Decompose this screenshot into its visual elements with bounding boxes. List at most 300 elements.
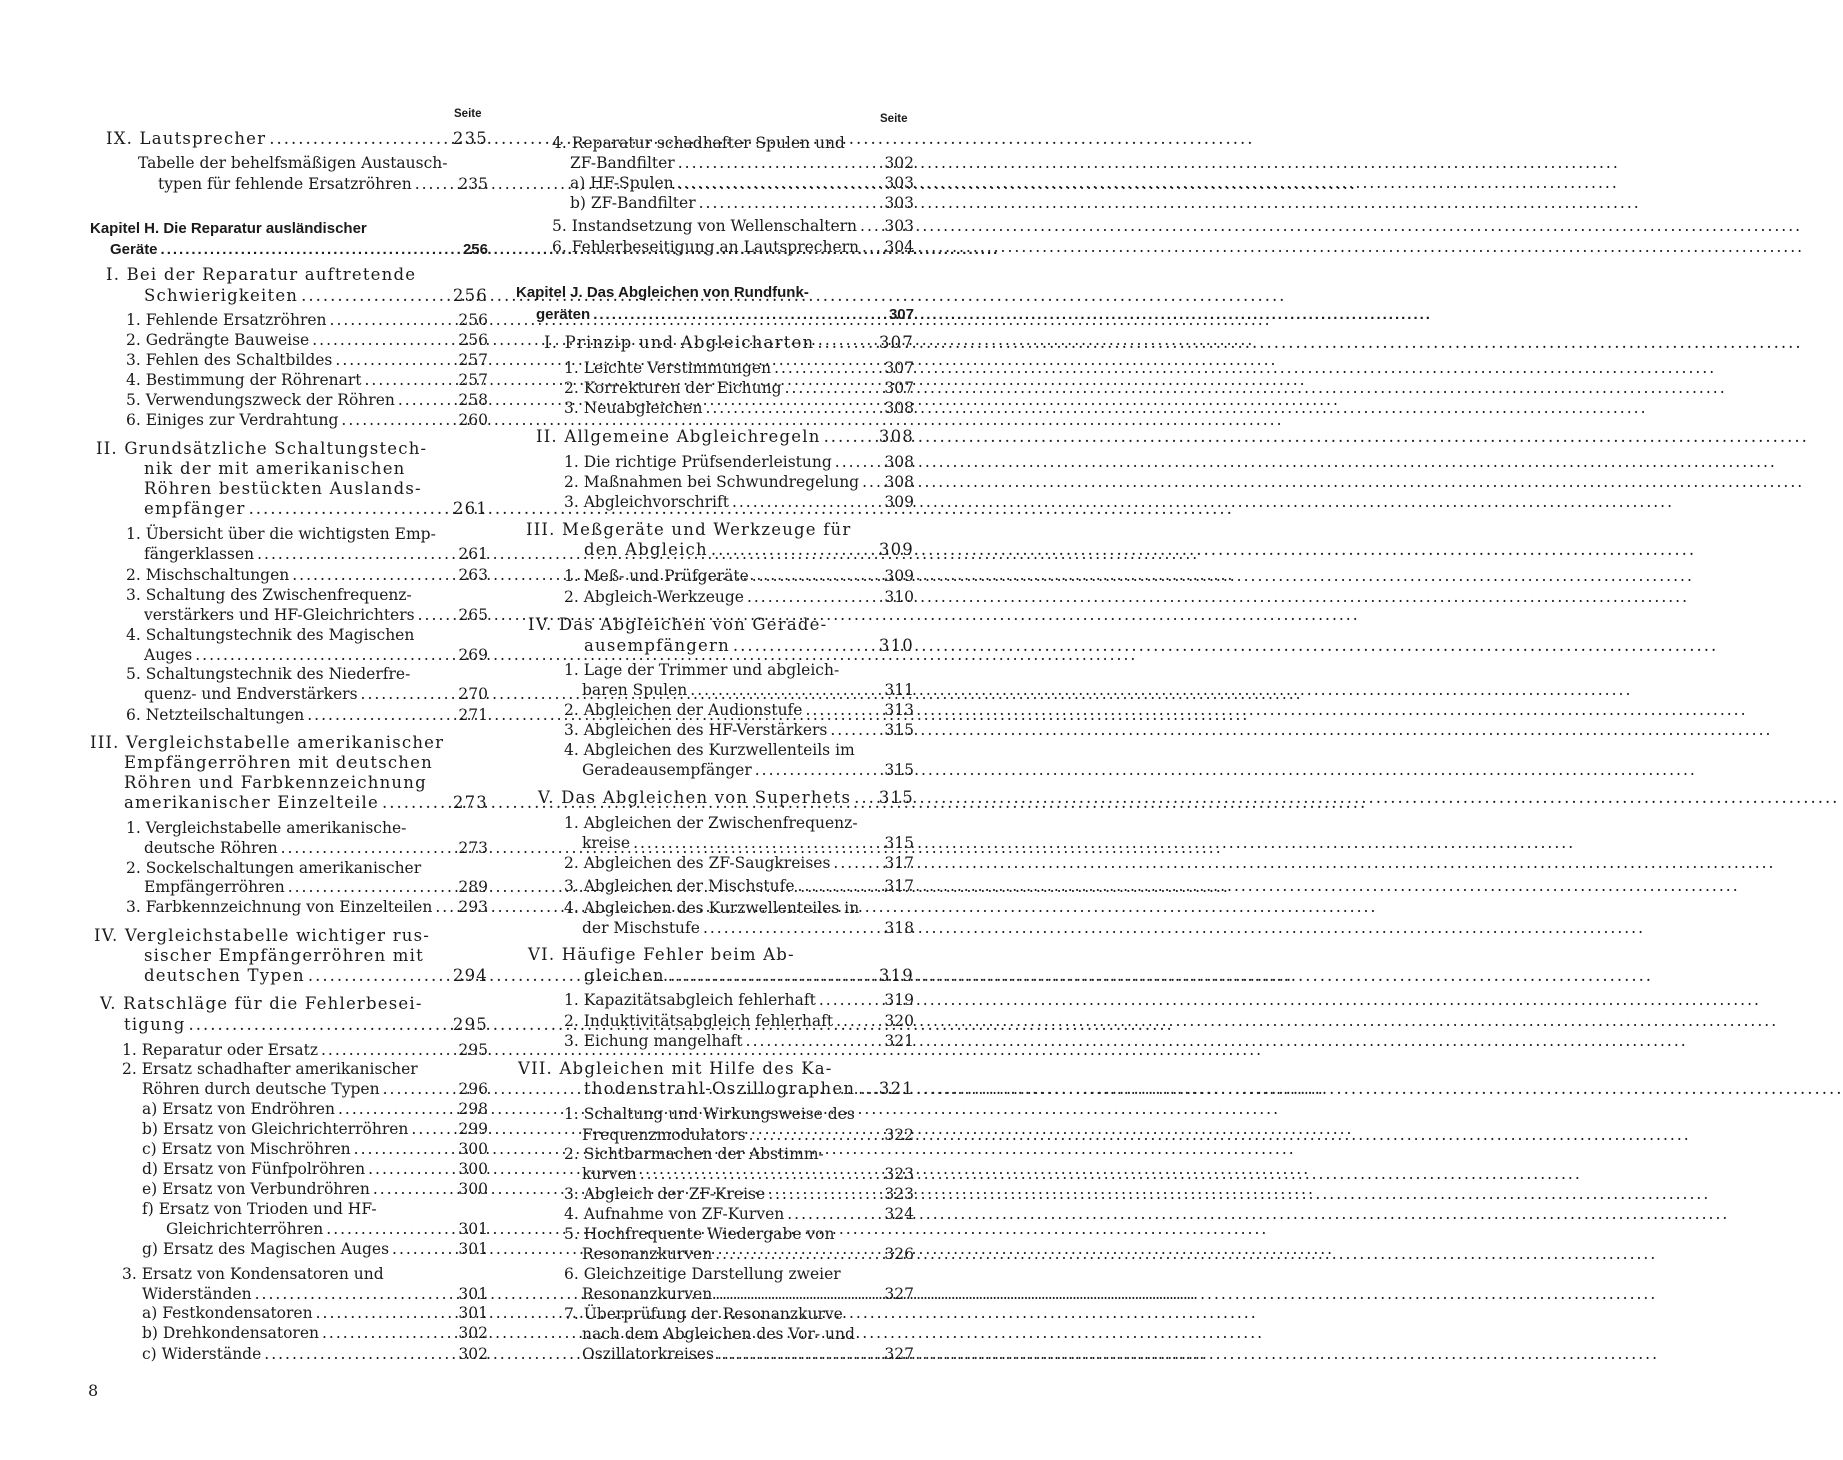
toc-entry-item — [516, 397, 914, 419]
toc-entry-page: 307 — [884, 379, 914, 397]
dot-leader — [305, 965, 451, 987]
toc-entry-page: 300 — [458, 1160, 488, 1178]
dot-leader — [855, 1078, 877, 1100]
toc-entry-title: b) ZF-Bandfilter — [570, 194, 696, 212]
dot-leader — [712, 1283, 882, 1305]
toc-entry-page: 269 — [458, 646, 488, 664]
seite-header-left: Seite — [454, 108, 482, 120]
dot-leader — [771, 357, 882, 379]
toc-entry-item — [90, 564, 488, 586]
dot-leader — [380, 1078, 457, 1100]
page-number: 8 — [88, 1381, 99, 1400]
toc-entry-page: 323 — [884, 1165, 914, 1183]
dot-leader — [827, 719, 882, 741]
toc-entry-title: Gleichrichterröhren — [166, 1220, 324, 1238]
toc-entry-title: den Abgleich — [584, 540, 708, 559]
toc-entry-title: 1. Meß- und Prüfgeräte — [564, 567, 749, 585]
toc-entry-title: f) Ersatz von Trioden und HF- — [142, 1200, 377, 1218]
toc-entry-title: fängerklassen — [144, 545, 255, 563]
toc-entry-title: a) Ersatz von Endröhren — [142, 1100, 335, 1118]
toc-entry-page: 315 — [878, 788, 914, 807]
toc-entry-title: gleichen — [584, 966, 665, 985]
toc-entry-title: ZF-Bandfilter — [570, 154, 675, 172]
toc-entry-page: 296 — [458, 1080, 488, 1098]
toc-entry-item — [516, 357, 914, 379]
dot-leader — [814, 332, 877, 354]
toc-entry-title: 1. Übersicht über die wichtigsten Emp- — [126, 525, 436, 543]
toc-entry-title: I. Bei der Reparatur auftretende — [106, 265, 417, 284]
dot-leader — [744, 586, 882, 608]
dot-leader — [351, 1138, 457, 1160]
toc-entry-title: d) Ersatz von Fünfpolröhren — [142, 1160, 366, 1178]
toc-entry-title: V. Das Abgleichen von Superhets — [538, 788, 852, 807]
toc-entry-title: thodenstrahl-Oszillographen — [584, 1079, 856, 1098]
toc-entry-title: e) Ersatz von Verbundröhren — [142, 1180, 370, 1198]
toc-entry-title: I. Prinzip und Abgleicharten — [544, 333, 815, 352]
toc-entry-item — [516, 832, 914, 854]
toc-entry-title: 5. Instandsetzung von Wellenschaltern — [552, 217, 858, 235]
toc-entry-text — [90, 772, 488, 794]
toc-entry-page: 308 — [878, 427, 914, 446]
toc-entry-title: 1. Leichte Verstimmungen — [564, 359, 772, 377]
toc-entry-item — [90, 704, 488, 726]
toc-entry-title: nach dem Abgleichen des Vor- und — [582, 1325, 855, 1343]
toc-entry-title: 3. Abgleichen des HF-Verstärkers — [564, 721, 828, 739]
toc-entry-chapter — [516, 282, 914, 304]
toc-entry-title: Geräte — [110, 241, 158, 258]
dot-leader — [700, 917, 882, 939]
toc-entry-page: 302 — [884, 154, 914, 172]
dot-leader — [309, 329, 456, 351]
toc-entry-title: 5. Hochfrequente Wiedergabe von — [564, 1225, 835, 1243]
toc-entry-item — [90, 1098, 488, 1120]
toc-entry-section — [516, 635, 914, 657]
toc-entry-item — [516, 917, 914, 939]
toc-entry-page: 319 — [884, 991, 914, 1009]
toc-entry-page: 298 — [458, 1100, 488, 1118]
toc-entry-title: quenz- und Endverstärkers — [144, 685, 358, 703]
toc-entry-title: 2. Ersatz schadhafter amerikanischer — [122, 1060, 418, 1078]
toc-entry-text — [516, 614, 914, 636]
toc-entry-section — [516, 1078, 914, 1100]
toc-entry-title: deutsche Röhren — [144, 839, 278, 857]
dot-leader — [665, 965, 877, 987]
toc-entry-item — [516, 852, 914, 874]
toc-entry-title: 2. Abgleichen der Audionstufe — [564, 701, 803, 719]
toc-entry-page: 308 — [884, 473, 914, 491]
toc-entry-title: 1. Reparatur oder Ersatz — [122, 1041, 318, 1059]
toc-entry-item — [90, 896, 488, 918]
toc-entry-text — [90, 752, 488, 774]
dot-leader — [327, 309, 457, 331]
toc-entry-item — [516, 679, 914, 701]
toc-entry-title: Tabelle der behelfsmäßigen Austausch- — [138, 154, 448, 172]
toc-entry-title: Auges — [144, 646, 193, 664]
toc-entry-text — [90, 993, 488, 1015]
seite-header-right: Seite — [880, 113, 908, 125]
dot-leader — [833, 1010, 882, 1032]
toc-entry-section — [516, 539, 914, 561]
dot-leader — [802, 699, 882, 721]
toc-entry-page: 313 — [884, 701, 914, 719]
toc-entry-title: 3. Ersatz von Kondensatoren und — [122, 1265, 384, 1283]
dot-leader — [266, 128, 451, 150]
toc-entry-page: 303 — [884, 194, 914, 212]
toc-entry-title: nik der mit amerikanischen — [144, 459, 406, 478]
toc-entry-title: Empfängerröhren mit deutschen — [124, 753, 433, 772]
toc-entry-item — [516, 1343, 914, 1365]
toc-entry-item — [90, 389, 488, 411]
dot-leader — [304, 704, 456, 726]
toc-entry-title: 5. Verwendungszweck der Röhren — [126, 391, 395, 409]
toc-entry-text — [516, 1263, 914, 1285]
toc-entry-title: der Mischstufe — [582, 919, 700, 937]
toc-entry-page: 302 — [458, 1324, 488, 1342]
toc-entry-title: Frequenzmodulators — [582, 1126, 746, 1144]
dot-leader — [432, 896, 456, 918]
dot-leader — [415, 604, 457, 626]
toc-entry-title: g) Ersatz des Magischen Auges — [142, 1240, 390, 1258]
toc-entry-item — [90, 604, 488, 626]
toc-entry-title: 3. Eichung mangelhaft — [564, 1032, 743, 1050]
toc-entry-title: 1. Abgleichen der Zwischenfrequenz- — [564, 814, 858, 832]
toc-entry-text — [516, 132, 914, 154]
toc-entry-text — [90, 478, 488, 500]
toc-entry-page: 301 — [458, 1220, 488, 1238]
toc-entry-title: 7. Überprüfung der Resonanzkurve — [564, 1305, 843, 1323]
toc-entry-page: 271 — [458, 706, 488, 724]
toc-entry-text — [90, 438, 488, 460]
toc-entry-text — [90, 1263, 488, 1285]
dot-leader — [832, 451, 883, 473]
toc-entry-title: typen für fehlende Ersatzröhren — [158, 175, 412, 193]
toc-entry-title: 4. Schaltungstechnik des Magischen — [126, 626, 415, 644]
toc-entry-section — [90, 128, 488, 150]
toc-entry-page: 311 — [884, 681, 914, 699]
toc-entry-page: 315 — [884, 761, 914, 779]
toc-entry-item — [516, 192, 914, 214]
toc-entry-item — [90, 369, 488, 391]
toc-entry-title: 2. Sockelschaltungen amerikanischer — [126, 859, 422, 877]
dot-leader — [289, 564, 456, 586]
toc-entry-title: 2. Maßnahmen bei Schwundregelung — [564, 473, 860, 491]
toc-entry-title: 1. Die richtige Prüfsenderleistung — [564, 453, 832, 471]
dot-leader — [379, 792, 451, 814]
toc-entry-title: 6. Einiges zur Verdrahtung — [126, 411, 339, 429]
toc-entry-title: empfänger — [144, 499, 246, 518]
toc-entry-page: 257 — [458, 371, 488, 389]
toc-entry-title: 3. Abgleichen der Mischstufe — [564, 877, 795, 895]
toc-entry-title: 2. Abgleich-Werkzeuge — [564, 588, 744, 606]
toc-entry-page: 295 — [458, 1041, 488, 1059]
dot-leader — [370, 1178, 457, 1200]
toc-entry-page: 324 — [884, 1205, 914, 1223]
toc-entry-title: Resonanzkurven — [582, 1245, 713, 1263]
toc-entry-page: 317 — [884, 877, 914, 895]
dot-leader — [246, 498, 451, 520]
toc-entry-text — [516, 812, 914, 834]
toc-entry-title: Röhren bestückten Auslands- — [144, 479, 422, 498]
toc-entry-page: 326 — [884, 1245, 914, 1263]
toc-entry-title: 4. Abgleichen des Kurzwellenteiles in — [564, 899, 860, 917]
dot-leader — [708, 539, 877, 561]
toc-entry-item — [516, 586, 914, 608]
toc-entry-page: 315 — [884, 834, 914, 852]
dot-leader — [752, 759, 883, 781]
dot-leader — [338, 409, 456, 431]
toc-entry-item — [516, 172, 914, 194]
toc-entry-item — [516, 699, 914, 721]
dot-leader — [857, 215, 882, 237]
toc-entry-section — [90, 285, 488, 307]
dot-leader — [702, 397, 882, 419]
dot-leader — [816, 989, 883, 1011]
toc-entry-page: 309 — [878, 540, 914, 559]
toc-entry-item — [516, 1183, 914, 1205]
toc-entry-title: Kapitel J. Das Abgleichen von Rundfunk- — [516, 284, 809, 301]
toc-entry-title: 4. Reparatur schadhafter Spulen und — [552, 134, 845, 152]
toc-entry-title: 4. Aufnahme von ZF-Kurven — [564, 1205, 785, 1223]
toc-entry-item — [90, 1138, 488, 1160]
toc-entry-title: Röhren durch deutsche Typen — [142, 1080, 380, 1098]
toc-entry-title: 1. Fehlende Ersatzröhren — [126, 311, 327, 329]
toc-entry-page: 295 — [452, 1015, 488, 1034]
toc-entry-page: 321 — [878, 1079, 914, 1098]
toc-entry-page: 301 — [458, 1304, 488, 1322]
dot-leader — [261, 1343, 456, 1365]
toc-entry-page: 256 — [452, 286, 488, 305]
toc-entry-page: 257 — [458, 351, 488, 369]
toc-entry-chapter — [90, 239, 488, 261]
toc-entry-text — [90, 523, 488, 545]
toc-entry-page: 265 — [458, 606, 488, 624]
toc-entry-text — [516, 519, 914, 541]
toc-entry-title: b) Ersatz von Gleichrichterröhren — [142, 1120, 409, 1138]
toc-entry-item — [90, 837, 488, 859]
dot-leader — [795, 875, 883, 897]
dot-leader — [765, 1183, 882, 1205]
toc-entry-page: 258 — [458, 391, 488, 409]
dot-leader — [821, 426, 877, 448]
dot-leader — [782, 377, 883, 399]
toc-entry-page: 235 — [452, 129, 488, 148]
toc-entry-page: 321 — [884, 1032, 914, 1050]
toc-entry-title: 2. Mischschaltungen — [126, 566, 290, 584]
toc-entry-item — [90, 409, 488, 431]
toc-entry-item — [90, 543, 488, 565]
toc-entry-title: 3. Neuabgleichen — [564, 399, 703, 417]
toc-entry-page: 327 — [884, 1345, 914, 1363]
dot-leader — [365, 1158, 456, 1180]
toc-entry-text — [90, 458, 488, 480]
toc-entry-title: 2. Induktivitätsabgleich fehlerhaft — [564, 1012, 834, 1030]
toc-entry-title: Röhren und Farbkennzeichnung — [124, 773, 427, 792]
toc-entry-page: 256 — [458, 331, 488, 349]
dot-leader — [408, 1118, 456, 1140]
toc-entry-title: 3. Fehlen des Schaltbildes — [126, 351, 333, 369]
toc-entry-item — [90, 329, 488, 351]
toc-entry-title: 1. Schaltung und Wirkungsweise des — [564, 1105, 855, 1123]
dot-leader — [712, 1243, 882, 1265]
toc-entry-title: IV. Vergleichstabelle wichtiger rus- — [94, 926, 431, 945]
toc-entry-page: 300 — [458, 1180, 488, 1198]
dot-leader — [335, 1098, 456, 1120]
toc-entry-text — [90, 152, 488, 174]
toc-entry-page: 323 — [884, 1185, 914, 1203]
toc-entry-title: VII. Abgleichen mit Hilfe des Ka- — [518, 1059, 833, 1078]
toc-entry-title: kreise — [582, 834, 631, 852]
toc-entry-title: Oszillatorkreises — [582, 1345, 714, 1363]
toc-entry-page: 293 — [458, 898, 488, 916]
dot-leader — [730, 635, 877, 657]
toc-entry-title: Widerständen — [142, 1285, 252, 1303]
toc-entry-title: kurven — [582, 1165, 637, 1183]
dot-leader — [714, 1343, 882, 1365]
toc-entry-section — [516, 426, 914, 448]
toc-entry-text — [90, 817, 488, 839]
toc-entry-title: Resonanzkurven — [582, 1285, 713, 1303]
toc-entry-item — [516, 471, 914, 493]
dot-leader — [358, 683, 457, 705]
toc-entry-page: 294 — [452, 966, 488, 985]
toc-entry-title: amerikanischer Einzelteile — [124, 793, 379, 812]
toc-entry-page: 315 — [884, 721, 914, 739]
dot-leader — [743, 1030, 883, 1052]
toc-entry-item — [516, 1243, 914, 1265]
toc-entry-item — [516, 989, 914, 1011]
toc-entry-text — [90, 264, 488, 286]
toc-entry-title: Kapitel H. Die Reparatur ausländischer — [90, 220, 367, 237]
toc-entry-item — [90, 1322, 488, 1344]
toc-entry-item — [90, 683, 488, 705]
dot-leader — [313, 1302, 457, 1324]
toc-entry-page: 300 — [458, 1140, 488, 1158]
toc-entry-title: 6. Fehlerbeseitigung an Lautsprechern — [552, 238, 860, 256]
toc-entry-title: tigung — [124, 1015, 186, 1034]
toc-entry-section — [516, 965, 914, 987]
toc-entry-page: 307 — [884, 359, 914, 377]
toc-entry-text — [516, 897, 914, 919]
toc-entry-text — [90, 732, 488, 754]
toc-entry-page: 273 — [452, 793, 488, 812]
toc-entry-page: 273 — [458, 839, 488, 857]
toc-entry-title: 1. Kapazitätsabgleich fehlerhaft — [564, 991, 816, 1009]
dot-leader — [859, 471, 882, 493]
toc-entry-item — [516, 236, 914, 258]
toc-entry-title: IV. Das Abgleichen von Gerade- — [528, 615, 828, 634]
toc-entry-page: 303 — [884, 174, 914, 192]
toc-entry-page: 307 — [878, 333, 914, 352]
dot-leader — [859, 236, 882, 258]
toc-entry-page: 256 — [462, 241, 488, 258]
toc-entry-page: 270 — [458, 685, 488, 703]
dot-leader — [395, 389, 457, 411]
toc-entry-text — [90, 584, 488, 606]
toc-entry-title: baren Spulen — [582, 681, 688, 699]
toc-entry-page: 256 — [458, 311, 488, 329]
toc-entry-page: 304 — [884, 238, 914, 256]
dot-leader — [332, 349, 456, 371]
toc-entry-title: 5. Schaltungstechnik des Niederfre- — [126, 665, 411, 683]
dot-leader — [630, 832, 882, 854]
toc-entry-item — [516, 451, 914, 473]
toc-entry-title: Schwierigkeiten — [144, 286, 299, 305]
toc-entry-text — [516, 659, 914, 681]
toc-entry-text — [90, 663, 488, 685]
dot-leader — [696, 192, 883, 214]
toc-entry-text — [90, 624, 488, 646]
toc-entry-text — [516, 739, 914, 761]
toc-entry-page: 261 — [452, 499, 488, 518]
toc-entry-title: II. Grundsätzliche Schaltungstech- — [96, 439, 428, 458]
toc-entry-title: 6. Netzteilschaltungen — [126, 706, 305, 724]
toc-entry-item — [516, 152, 914, 174]
toc-entry-item — [90, 309, 488, 331]
toc-entry-item — [516, 1030, 914, 1052]
toc-entry-item — [90, 173, 488, 195]
toc-entry-title: 3. Schaltung des Zwischenfrequenz- — [126, 586, 412, 604]
toc-entry-item — [516, 491, 914, 513]
toc-entry-page: 308 — [884, 399, 914, 417]
toc-entry-item — [90, 1178, 488, 1200]
toc-entry-item — [90, 1343, 488, 1365]
toc-entry-chapter — [516, 304, 914, 326]
toc-entry-text — [516, 1303, 914, 1325]
toc-entry-page: 309 — [884, 567, 914, 585]
toc-entry-item — [90, 1302, 488, 1324]
dot-leader — [412, 173, 457, 195]
toc-entry-text — [90, 925, 488, 947]
toc-entry-page: 310 — [884, 588, 914, 606]
toc-entry-page: 327 — [884, 1285, 914, 1303]
dot-leader — [158, 239, 461, 261]
toc-entry-page: 299 — [458, 1120, 488, 1138]
toc-entry-page: 261 — [458, 545, 488, 563]
toc-entry-page: 303 — [884, 217, 914, 235]
toc-entry-title: V. Ratschläge für die Fehlerbesei- — [100, 994, 423, 1013]
toc-entry-page: 309 — [884, 493, 914, 511]
toc-entry-text — [90, 945, 488, 967]
toc-entry-text — [516, 1058, 914, 1080]
toc-entry-title: 1. Lage der Trimmer und abgleich- — [564, 661, 840, 679]
toc-entry-item — [90, 876, 488, 898]
toc-entry-item — [516, 1163, 914, 1185]
toc-entry-title: III. Meßgeräte und Werkzeuge für — [526, 520, 852, 539]
toc-entry-text — [516, 944, 914, 966]
dot-leader — [186, 1014, 451, 1036]
toc-entry-title: 3. Abgleich der ZF-Kreise — [564, 1185, 766, 1203]
dot-leader — [389, 1238, 456, 1260]
toc-entry-title: c) Widerstände — [142, 1345, 262, 1363]
toc-entry-title: c) Ersatz von Mischröhren — [142, 1140, 351, 1158]
toc-entry-item — [90, 1078, 488, 1100]
toc-entry-page: 320 — [884, 1012, 914, 1030]
toc-entry-page: 319 — [878, 966, 914, 985]
toc-entry-title: 6. Gleichzeitige Darstellung zweier — [564, 1265, 841, 1283]
dot-leader — [729, 491, 882, 513]
toc-entry-title: 4. Abgleichen des Kurzwellenteils im — [564, 741, 855, 759]
toc-entry-title: ausempfängern — [584, 636, 730, 655]
toc-entry-section — [90, 965, 488, 987]
dot-leader — [675, 152, 883, 174]
toc-entry-title: sischer Empfängerröhren mit — [144, 946, 424, 965]
toc-entry-page: 302 — [458, 1345, 488, 1363]
dot-leader — [687, 679, 882, 701]
dot-leader — [830, 852, 882, 874]
toc-entry-item — [516, 875, 914, 897]
toc-entry-title: 4. Bestimmung der Röhrenart — [126, 371, 362, 389]
toc-entry-text — [516, 1223, 914, 1245]
